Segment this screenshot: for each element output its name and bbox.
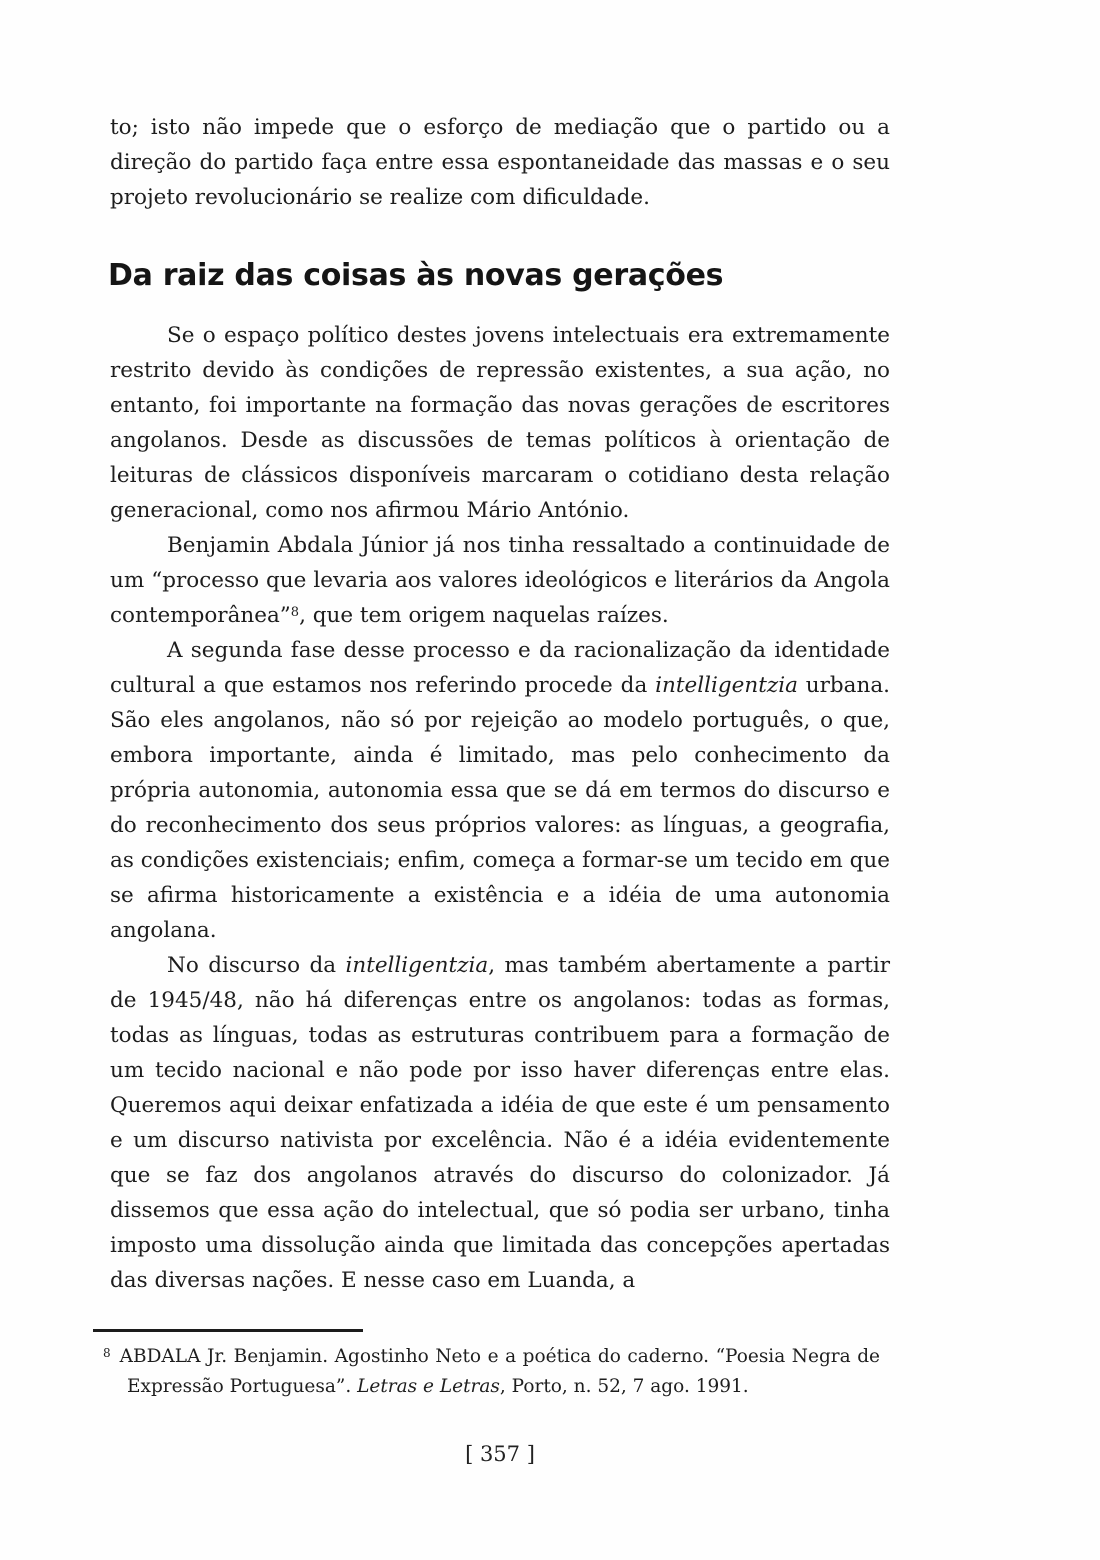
- footnote-reference-8: 8: [290, 605, 300, 620]
- italic-term-intelligentzia: intelligentzia: [655, 673, 798, 698]
- footnote-marker: 8: [103, 1346, 111, 1360]
- body-paragraph-3: [110, 633, 890, 948]
- body-paragraph-1: [110, 318, 890, 528]
- body-paragraph-3-text-b: urbana. São eles angolanos, não só por rejeição ao modelo português, o que, embora importante, ainda é limitado, mas pelo conhecimento da própria autonomia, autonomia essa que se dá em termos do discurso e do reconhecimento dos seus próprios valores: as línguas, a geografia, as condições existenciais; enfim, começa a formar-se um tecido em que se afirma historicamente a existência e a idéia de uma autonomia angolana.: [110, 673, 890, 943]
- body-paragraph-4-text-a: No discurso da: [167, 953, 346, 978]
- intro-paragraph-text: to; isto não impede que o esforço de mediação que o partido ou a direção do partido faça entre essa espontaneidade das massas e o seu projeto revolucionário se realize com dificuldade.: [110, 115, 890, 210]
- footnote-work-title: Letras e Letras: [357, 1376, 500, 1397]
- body-paragraph-4-text-b: , mas também abertamente a partir de 1945/48, não há diferenças entre os angolanos: todas as formas, todas as línguas, todas as estruturas contribuem para a formação de um tecido nacional e não pode por isso haver diferenças entre elas. Queremos aqui deixar enfatizada a idéia de que este é um pensamento e um discurso nativista por excelência. Não é a idéia evidentemente que se faz dos angolanos através do discurso do colonizador. Já dissemos que essa ação do intelectual, que só podia ser urbano, tinha imposto uma dissolução ainda que limitada das concepções apertadas das diversas nações. E nesse caso em Luanda, a: [110, 953, 891, 1293]
- page-number: [ 357 ]: [465, 1442, 535, 1466]
- body-paragraph-2-text-a: Benjamin Abdala Júnior já nos tinha ressaltado a continuidade de um “processo que levaria aos valores ideológicos e literários da Angola contemporânea”: [110, 533, 890, 628]
- body-paragraph-3-text-a: A segunda fase desse processo e da racionalização da identidade cultural a que estamos nos referindo procede da: [110, 638, 890, 698]
- body-paragraph-4: [110, 948, 890, 1298]
- italic-term-intelligentzia-2: intelligentzia: [345, 953, 489, 978]
- body-paragraph-2: [110, 528, 890, 633]
- footnote-entry: [93, 1342, 880, 1402]
- body-paragraph-2-text-b: , que tem origem naquelas raízes.: [299, 603, 669, 628]
- footnote-text-a: ABDALA Jr. Benjamin. Agostinho Neto e a poética do caderno. “Poesia Negra de Expressão Portuguesa”.: [119, 1346, 880, 1397]
- footnote-divider-rule: [93, 1329, 363, 1332]
- footnote-text-b: , Porto, n. 52, 7 ago. 1991.: [499, 1376, 749, 1397]
- body-paragraph-1-text: Se o espaço político destes jovens intelectuais era extremamente restrito devido às condições de repressão existentes, a sua ação, no entanto, foi importante na formação das novas gerações de escritores angolanos. Desde as discussões de temas políticos à orientação de leituras de clássicos disponíveis marcaram o cotidiano desta relação generacional, como nos afirmou Mário António.: [110, 323, 890, 523]
- intro-paragraph: [110, 110, 890, 215]
- text-column: [110, 110, 890, 1298]
- footnote: [93, 1329, 880, 1402]
- section-heading: Da raiz das coisas às novas gerações: [108, 258, 724, 293]
